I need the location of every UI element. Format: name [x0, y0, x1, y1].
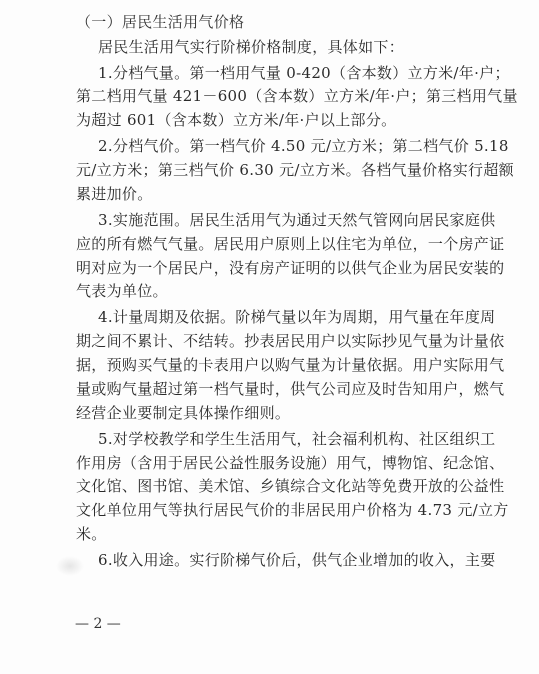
page-number: — 2 — — [75, 616, 121, 632]
paragraph-3-line-1: 3.实施范围。居民生活用气为通过天然气管网向居民家庭供 — [98, 211, 496, 229]
paragraph-3-line-3: 明对应为一个居民户，没有房产证明的以供气企业为居民安装的 — [76, 259, 505, 277]
paragraph-3-line-2: 应的所有燃气气量。居民用户原则上以住宅为单位，一个房产证 — [76, 235, 505, 253]
paragraph-1-line-3: 为超过 601（含本数）立方米/年·户以上部分。 — [76, 111, 397, 129]
paragraph-2-line-1: 2.分档气价。第一档气价 4.50 元/立方米；第二档气价 5.18 — [98, 137, 509, 155]
paragraph-5-line-5: 米。 — [76, 525, 107, 543]
paragraph-4-line-4: 量或购气量超过第一档气量时，供气公司应及时告知用户，燃气 — [76, 380, 505, 398]
paragraph-5-line-1: 5.对学校教学和学生生活用气，社会福利机构、社区组织工 — [98, 430, 496, 448]
paragraph-4-line-2: 期之间不累计、不结转。抄表居民用户以实际抄见气量为计量依 — [76, 332, 505, 350]
paragraph-4-line-5: 经营企业要制定具体操作细则。 — [76, 404, 291, 422]
paragraph-5-line-2: 作用房（含用于居民公益性服务设施）用气，博物馆、纪念馆、 — [76, 454, 505, 472]
paragraph-1-line-1: 1.分档气量。第一档用气量 0-420（含本数）立方米/年·户； — [98, 64, 510, 82]
paragraph-2-line-2: 元/立方米；第三档气价 6.30 元/立方米。各档气量价格实行超额 — [76, 161, 514, 179]
paragraph-1-line-2: 第二档用气量 421－600（含本数）立方米/年·户；第三档用气量 — [76, 87, 518, 105]
paragraph-5-line-4: 文化单位用气等执行居民气价的非居民用户价格为 4.73 元/立方 — [76, 501, 509, 519]
paragraph-5-line-3: 文化馆、图书馆、美术馆、乡镇综合文化站等免费开放的公益性 — [76, 477, 505, 495]
paragraph-6-line-1: 6.收入用途。实行阶梯气价后，供气企业增加的收入，主要 — [98, 551, 496, 569]
scan-smudge — [56, 556, 84, 576]
paragraph-2-line-3: 累进加价。 — [76, 185, 153, 203]
paragraph-3-line-4: 气表为单位。 — [76, 282, 168, 300]
paragraph-4-line-1: 4.计量周期及依据。阶梯气量以年为周期，用气量在年度周 — [98, 308, 496, 326]
section-heading: （一）居民生活用气价格 — [76, 13, 245, 31]
paragraph-intro-line: 居民生活用气实行阶梯价格制度，具体如下： — [98, 38, 405, 56]
paragraph-4-line-3: 据，预购买气量的卡表用户以购气量为计量依据。用户实际用气 — [76, 356, 505, 374]
